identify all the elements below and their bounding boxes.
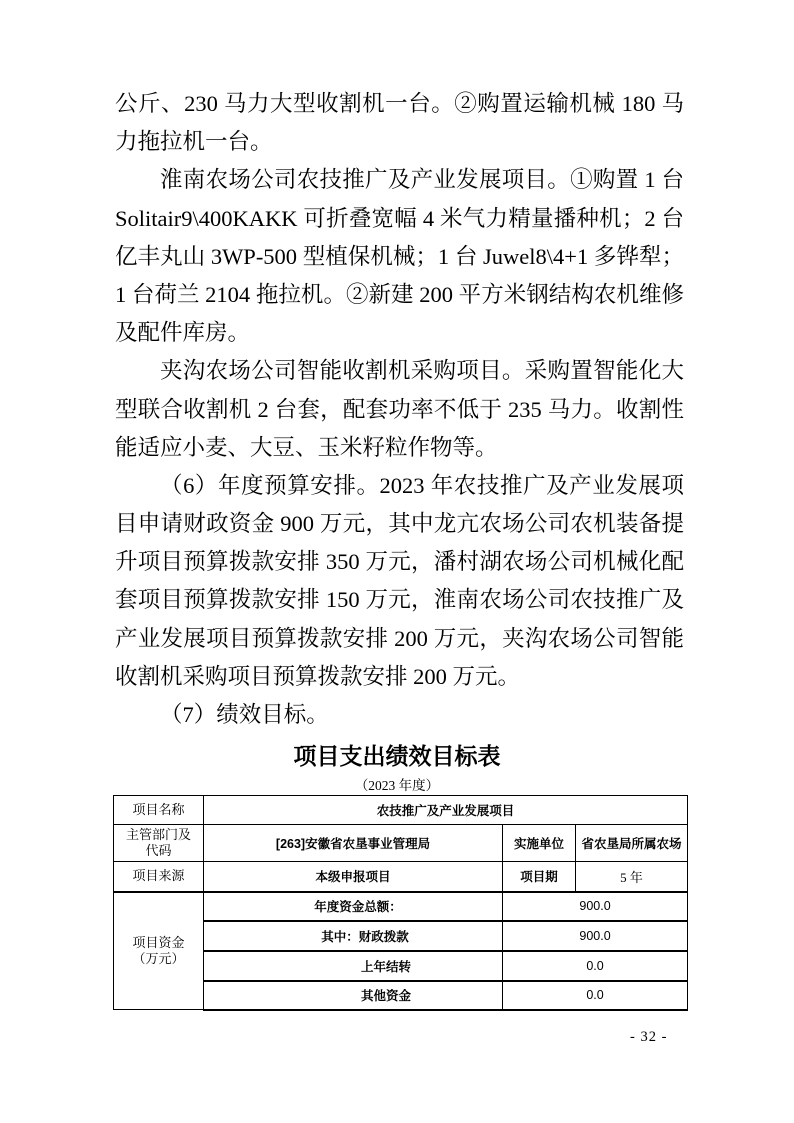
- funds-label: [114, 892, 204, 1010]
- body-text: [115, 85, 684, 734]
- table-subtitle: （2023 年度）: [354, 778, 440, 793]
- department-value: [263]安徽省农垦事业管理局: [204, 825, 503, 862]
- body-line: （7）绩效目标。: [160, 702, 329, 727]
- body-line: 夹沟农场公司智能收割机采购项目。采购置智能化大: [160, 358, 684, 384]
- performance-target-table: [113, 795, 688, 1011]
- body-line: 能适应小麦、大豆、玉米籽粒作物等。: [115, 434, 498, 460]
- fund-item-name: 其他资金: [204, 981, 503, 1010]
- fund-item-value: 0.0: [503, 951, 688, 981]
- body-line: 套项目预算拨款安排 150 万元，淮南农场公司农技推广及: [115, 587, 684, 613]
- source-label: 项目来源: [114, 862, 204, 892]
- body-line: 目申请财政资金 900 万元，其中龙亢农场公司农机装备提: [115, 511, 684, 537]
- funds-label-line2: （万元）: [132, 950, 185, 966]
- body-line: 升项目预算拨款安排 350 万元，潘村湖农场公司机械化配: [115, 549, 684, 575]
- period-value: 5 年: [576, 862, 688, 892]
- department-label-line2: 代码: [145, 843, 172, 858]
- fund-item-value: 900.0: [503, 892, 688, 921]
- body-line: 公斤、230 马力大型收割机一台。②购置运输机械 180 马: [115, 91, 684, 116]
- body-line: Solitair9\400KAKK 可折叠宽幅 4 米气力精量播种机；2 台: [115, 205, 684, 231]
- impl-unit-value: 省农垦局所属农场: [576, 825, 688, 862]
- body-line: 收割机采购项目预算拨款安排 200 万元。: [115, 663, 521, 689]
- body-line: 亿丰丸山 3WP-500 型植保机械；1 台 Juwel8\4+1 多铧犁；: [115, 243, 684, 269]
- body-line: （6）年度预算安排。2023 年农技推广及产业发展项: [160, 472, 684, 498]
- table-row: [114, 825, 688, 862]
- fund-item-value: 0.0: [503, 981, 688, 1010]
- period-label: 项目期: [503, 862, 576, 892]
- table-title: 项目支出绩效目标表: [293, 743, 501, 769]
- fund-item-value: 900.0: [503, 921, 688, 951]
- body-line: 1 台荷兰 2104 拖拉机。②新建 200 平方米钢结构农机维修: [115, 281, 684, 307]
- page-number: - 32 -: [630, 1029, 668, 1045]
- table-row: [114, 796, 688, 825]
- fund-item-name: 年度资金总额：: [204, 892, 503, 921]
- impl-unit-label: 实施单位: [503, 825, 576, 862]
- funds-label-line1: 项目资金: [132, 934, 185, 950]
- source-value: 本级申报项目: [204, 862, 503, 892]
- body-line: 型联合收割机 2 台套，配套功率不低于 235 马力。收割性: [115, 396, 684, 422]
- department-label-line1: 主管部门及: [125, 827, 191, 842]
- table-row: [114, 862, 688, 892]
- department-label: [114, 825, 204, 862]
- body-line: 及配件库房。: [115, 320, 251, 346]
- fund-item-name: 其中：财政拨款: [204, 921, 503, 951]
- table-row: [114, 892, 688, 921]
- project-name-label: 项目名称: [114, 796, 204, 825]
- project-name-value: 农技推广及产业发展项目: [204, 796, 688, 825]
- body-line: 力拖拉机一台。: [115, 129, 273, 155]
- body-line: 淮南农场公司农技推广及产业发展项目。①购置 1 台: [160, 167, 684, 193]
- fund-item-name: 上年结转: [204, 951, 503, 981]
- body-line: 产业发展项目预算拨款安排 200 万元，夹沟农场公司智能: [115, 625, 684, 651]
